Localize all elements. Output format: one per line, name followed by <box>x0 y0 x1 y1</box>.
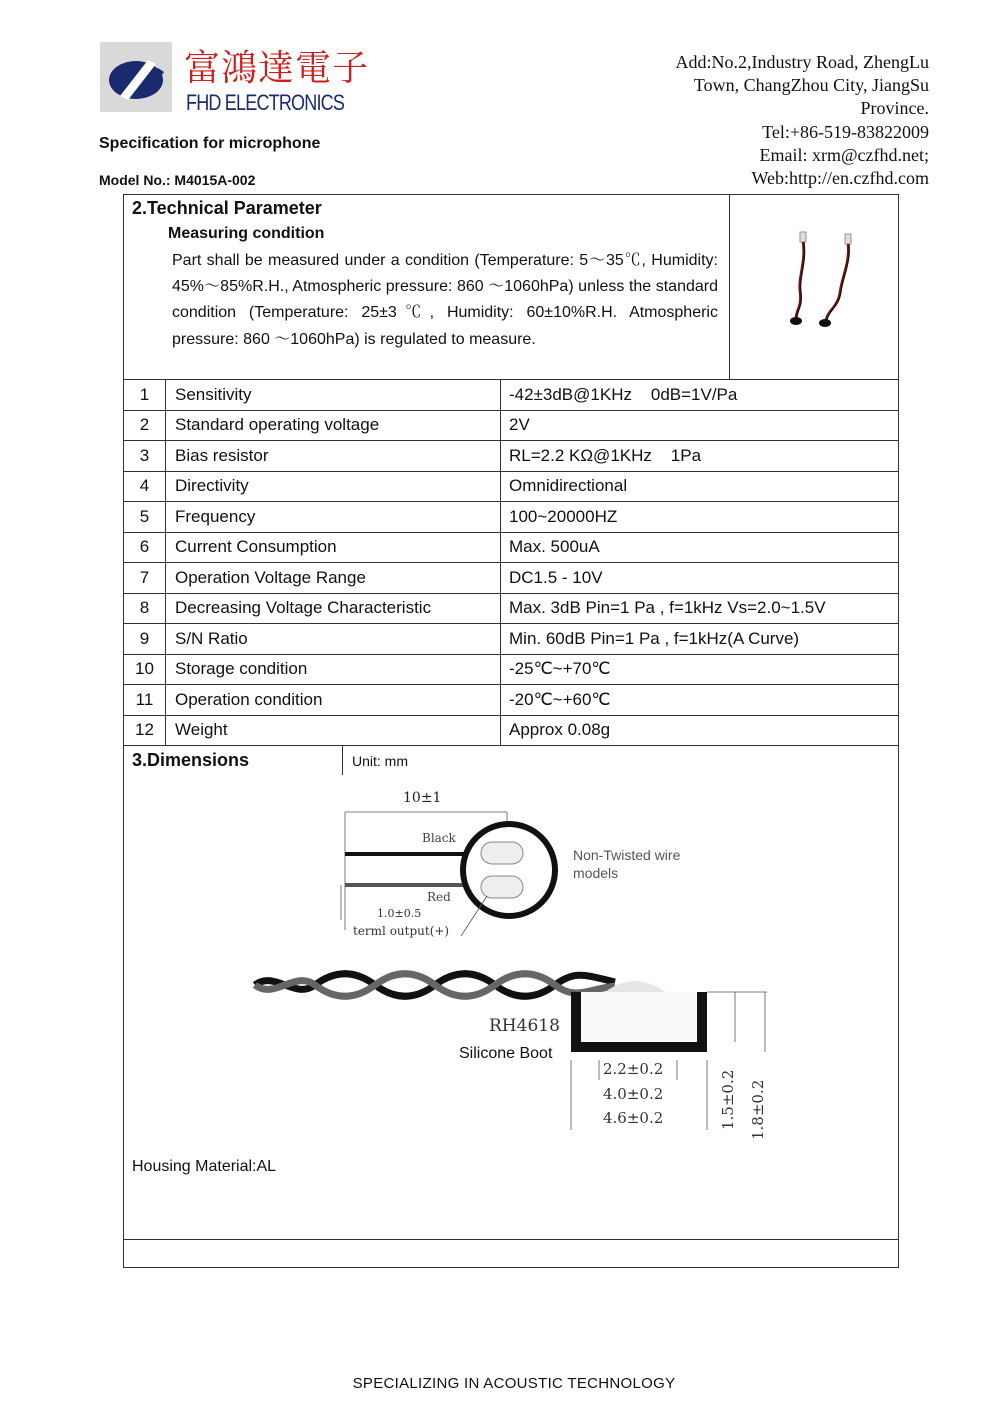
parameter-name: Bias resistor <box>166 441 501 472</box>
row-number: 2 <box>124 410 166 441</box>
microphone-photo <box>770 222 870 334</box>
parameter-value: Min. 60dB Pin=1 Pa , f=1kHz(A Curve) <box>501 624 899 655</box>
side-view <box>255 974 767 1140</box>
row-number: 1 <box>124 380 166 411</box>
rh-label: RH4618 <box>489 1016 560 1036</box>
parameter-name: Directivity <box>166 471 501 502</box>
bottom-divider <box>123 1239 899 1240</box>
row-number: 12 <box>124 715 166 746</box>
models-label: models <box>573 865 619 881</box>
row-number: 7 <box>124 563 166 594</box>
dimensions-heading: 3.Dimensions <box>132 750 250 770</box>
dim-middle-label: 4.0±0.2 <box>603 1085 664 1103</box>
web-line: Web:http://en.czfhd.com <box>751 168 929 189</box>
parameter-value: Omnidirectional <box>501 471 899 502</box>
parameter-name: Frequency <box>166 502 501 533</box>
terminal-label: terml output(+) <box>353 924 450 938</box>
parameter-name: Decreasing Voltage Characteristic <box>166 593 501 624</box>
parameter-value: DC1.5 - 10V <box>501 563 899 594</box>
parameter-value: 100~20000HZ <box>501 502 899 533</box>
measuring-condition-text: Part shall be measured under a condition (Temperature: 5～35℃, Humidity: 45%～85%R.H., Atmospheric pressure: 860 ～1060hPa) unless the standard condition (Temperature: 25±3℃, Humidity: 60±10%R.H. Atmospheric pressure: 860 ～1060hPa) is regulated to measure. <box>172 252 718 348</box>
length-label: 10±1 <box>403 790 442 806</box>
email-line: Email: xrm@czfhd.net; <box>759 144 929 165</box>
table-row <box>124 380 899 411</box>
table-row <box>124 410 899 441</box>
unit-label: Unit: mm <box>352 753 408 769</box>
height-inner-label: 1.5±0.2 <box>719 1069 737 1130</box>
logo-mark-icon <box>98 38 178 120</box>
row-number: 9 <box>124 624 166 655</box>
parameter-value: Max. 500uA <box>501 532 899 563</box>
parameter-table <box>123 379 899 746</box>
parameter-name: Storage condition <box>166 654 501 685</box>
non-twisted-label: Non-Twisted wire <box>573 847 681 863</box>
red-wire-label: Red <box>427 890 451 904</box>
parameter-name: Sensitivity <box>166 380 501 411</box>
row-number: 8 <box>124 593 166 624</box>
table-row <box>124 654 899 685</box>
parameter-name: S/N Ratio <box>166 624 501 655</box>
measuring-condition-heading: Measuring condition <box>168 225 325 242</box>
top-view <box>341 790 681 938</box>
table-row <box>124 471 899 502</box>
parameter-value: -42±3dB@1KHz 0dB=1V/Pa <box>501 380 899 411</box>
parameter-value: -25℃~+70℃ <box>501 654 899 685</box>
table-row <box>124 685 899 716</box>
table-row <box>124 563 899 594</box>
photo-divider <box>729 194 730 379</box>
company-address <box>609 51 929 190</box>
parameter-value: Max. 3dB Pin=1 Pa , f=1kHz Vs=2.0~1.5V <box>501 593 899 624</box>
footer-slogan: SPECIALIZING IN ACOUSTIC TECHNOLOGY <box>352 1375 676 1392</box>
address-line: Town, ChangZhou City, JiangSu <box>693 75 929 96</box>
parameter-value: Approx 0.08g <box>501 715 899 746</box>
row-number: 10 <box>124 654 166 685</box>
address-line: Province. <box>860 98 929 119</box>
black-wire-label: Black <box>422 831 456 845</box>
address-line: Add:No.2,Industry Road, ZhengLu <box>675 52 929 72</box>
parameter-name: Weight <box>166 715 501 746</box>
document-title: Specification for microphone <box>99 135 321 152</box>
housing-material: Housing Material:AL <box>132 1158 277 1175</box>
phone-line: Tel:+86-519-83822009 <box>762 121 929 142</box>
row-number: 6 <box>124 532 166 563</box>
table-row <box>124 624 899 655</box>
parameter-name: Current Consumption <box>166 532 501 563</box>
parameter-value: -20℃~+60℃ <box>501 685 899 716</box>
table-row <box>124 593 899 624</box>
parameter-value: RL=2.2 KΩ@1KHz 1Pa <box>501 441 899 472</box>
dimension-drawing <box>235 780 780 1150</box>
row-number: 5 <box>124 502 166 533</box>
model-number: Model No.: M4015A-002 <box>99 172 256 188</box>
dim-outer-label: 4.6±0.2 <box>603 1109 664 1127</box>
table-row <box>124 502 899 533</box>
table-row <box>124 441 899 472</box>
height-outer-label: 1.8±0.2 <box>749 1079 767 1140</box>
dim-inner-label: 2.2±0.2 <box>603 1060 664 1078</box>
row-number: 11 <box>124 685 166 716</box>
parameter-name: Standard operating voltage <box>166 410 501 441</box>
technical-parameter-heading: 2.Technical Parameter <box>132 198 322 218</box>
parameter-name: Operation condition <box>166 685 501 716</box>
unit-divider <box>342 745 343 775</box>
company-logo <box>98 38 370 120</box>
logo-english-text: FHD ELECTRONICS <box>186 90 345 115</box>
logo-chinese-text: 富鴻達電子 <box>184 48 370 89</box>
parameter-name: Operation Voltage Range <box>166 563 501 594</box>
row-number: 3 <box>124 441 166 472</box>
boot-label: Silicone Boot <box>459 1045 553 1062</box>
table-row <box>124 715 899 746</box>
parameter-value: 2V <box>501 410 899 441</box>
row-number: 4 <box>124 471 166 502</box>
pitch-label: 1.0±0.5 <box>377 907 422 920</box>
table-row <box>124 532 899 563</box>
